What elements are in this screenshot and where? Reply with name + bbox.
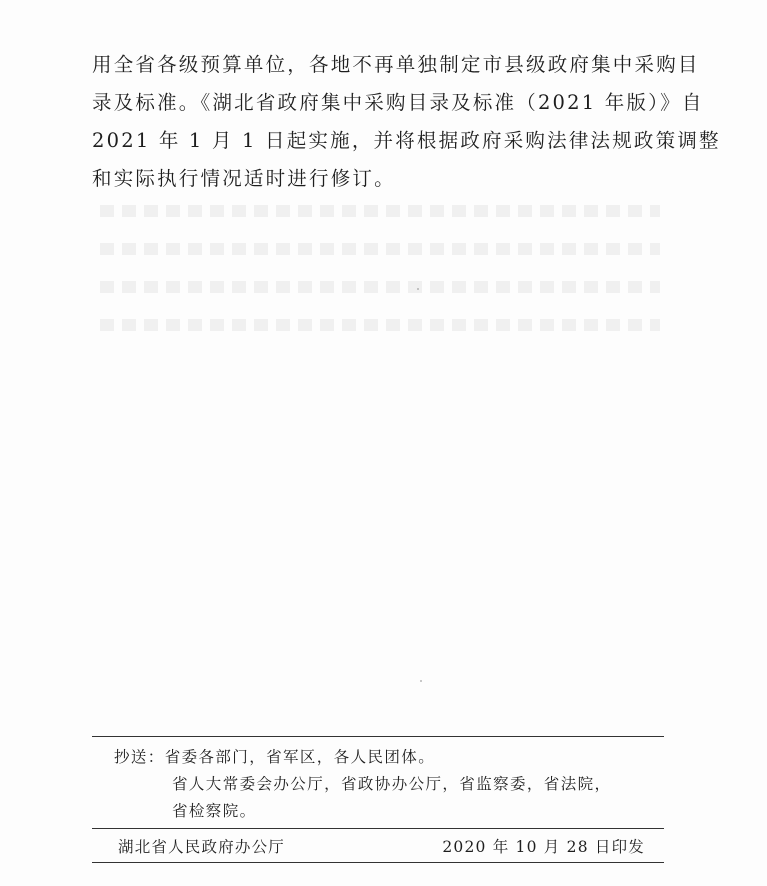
body-line: 录及标准。《湖北省政府集中采购目录及标准（2021 年版）》自	[92, 91, 704, 114]
scan-speck	[420, 680, 422, 682]
body-line: 2021 年 1 月 1 日起实施，并将根据政府采购法律法规政策调整	[92, 129, 721, 152]
body-line: 和实际执行情况适时进行修订。	[92, 167, 396, 190]
cc-line: 省检察院。	[172, 802, 257, 820]
bleed-through-shadow	[100, 205, 660, 345]
cc-line: 抄送：省委各部门，省军区，各人民团体。	[114, 748, 436, 766]
cc-bottom-rule	[92, 828, 664, 829]
cc-top-rule	[92, 736, 664, 737]
cc-line: 省人大常委会办公厅，省政协办公厅，省监察委，省法院，	[172, 775, 612, 793]
cc-block	[114, 744, 664, 825]
bleed-line	[100, 319, 660, 331]
bleed-line	[100, 205, 660, 217]
issue-date: 2020 年 10 月 28 日印发	[442, 838, 645, 856]
footer-bottom-rule	[92, 862, 664, 863]
issuer: 湖北省人民政府办公厅	[118, 838, 286, 856]
body-text	[92, 46, 721, 198]
scan-speck	[417, 288, 419, 290]
body-line: 用全省各级预算单位，各地不再单独制定市县级政府集中采购目	[92, 53, 700, 76]
bleed-line	[100, 281, 660, 293]
bleed-line	[100, 243, 660, 255]
